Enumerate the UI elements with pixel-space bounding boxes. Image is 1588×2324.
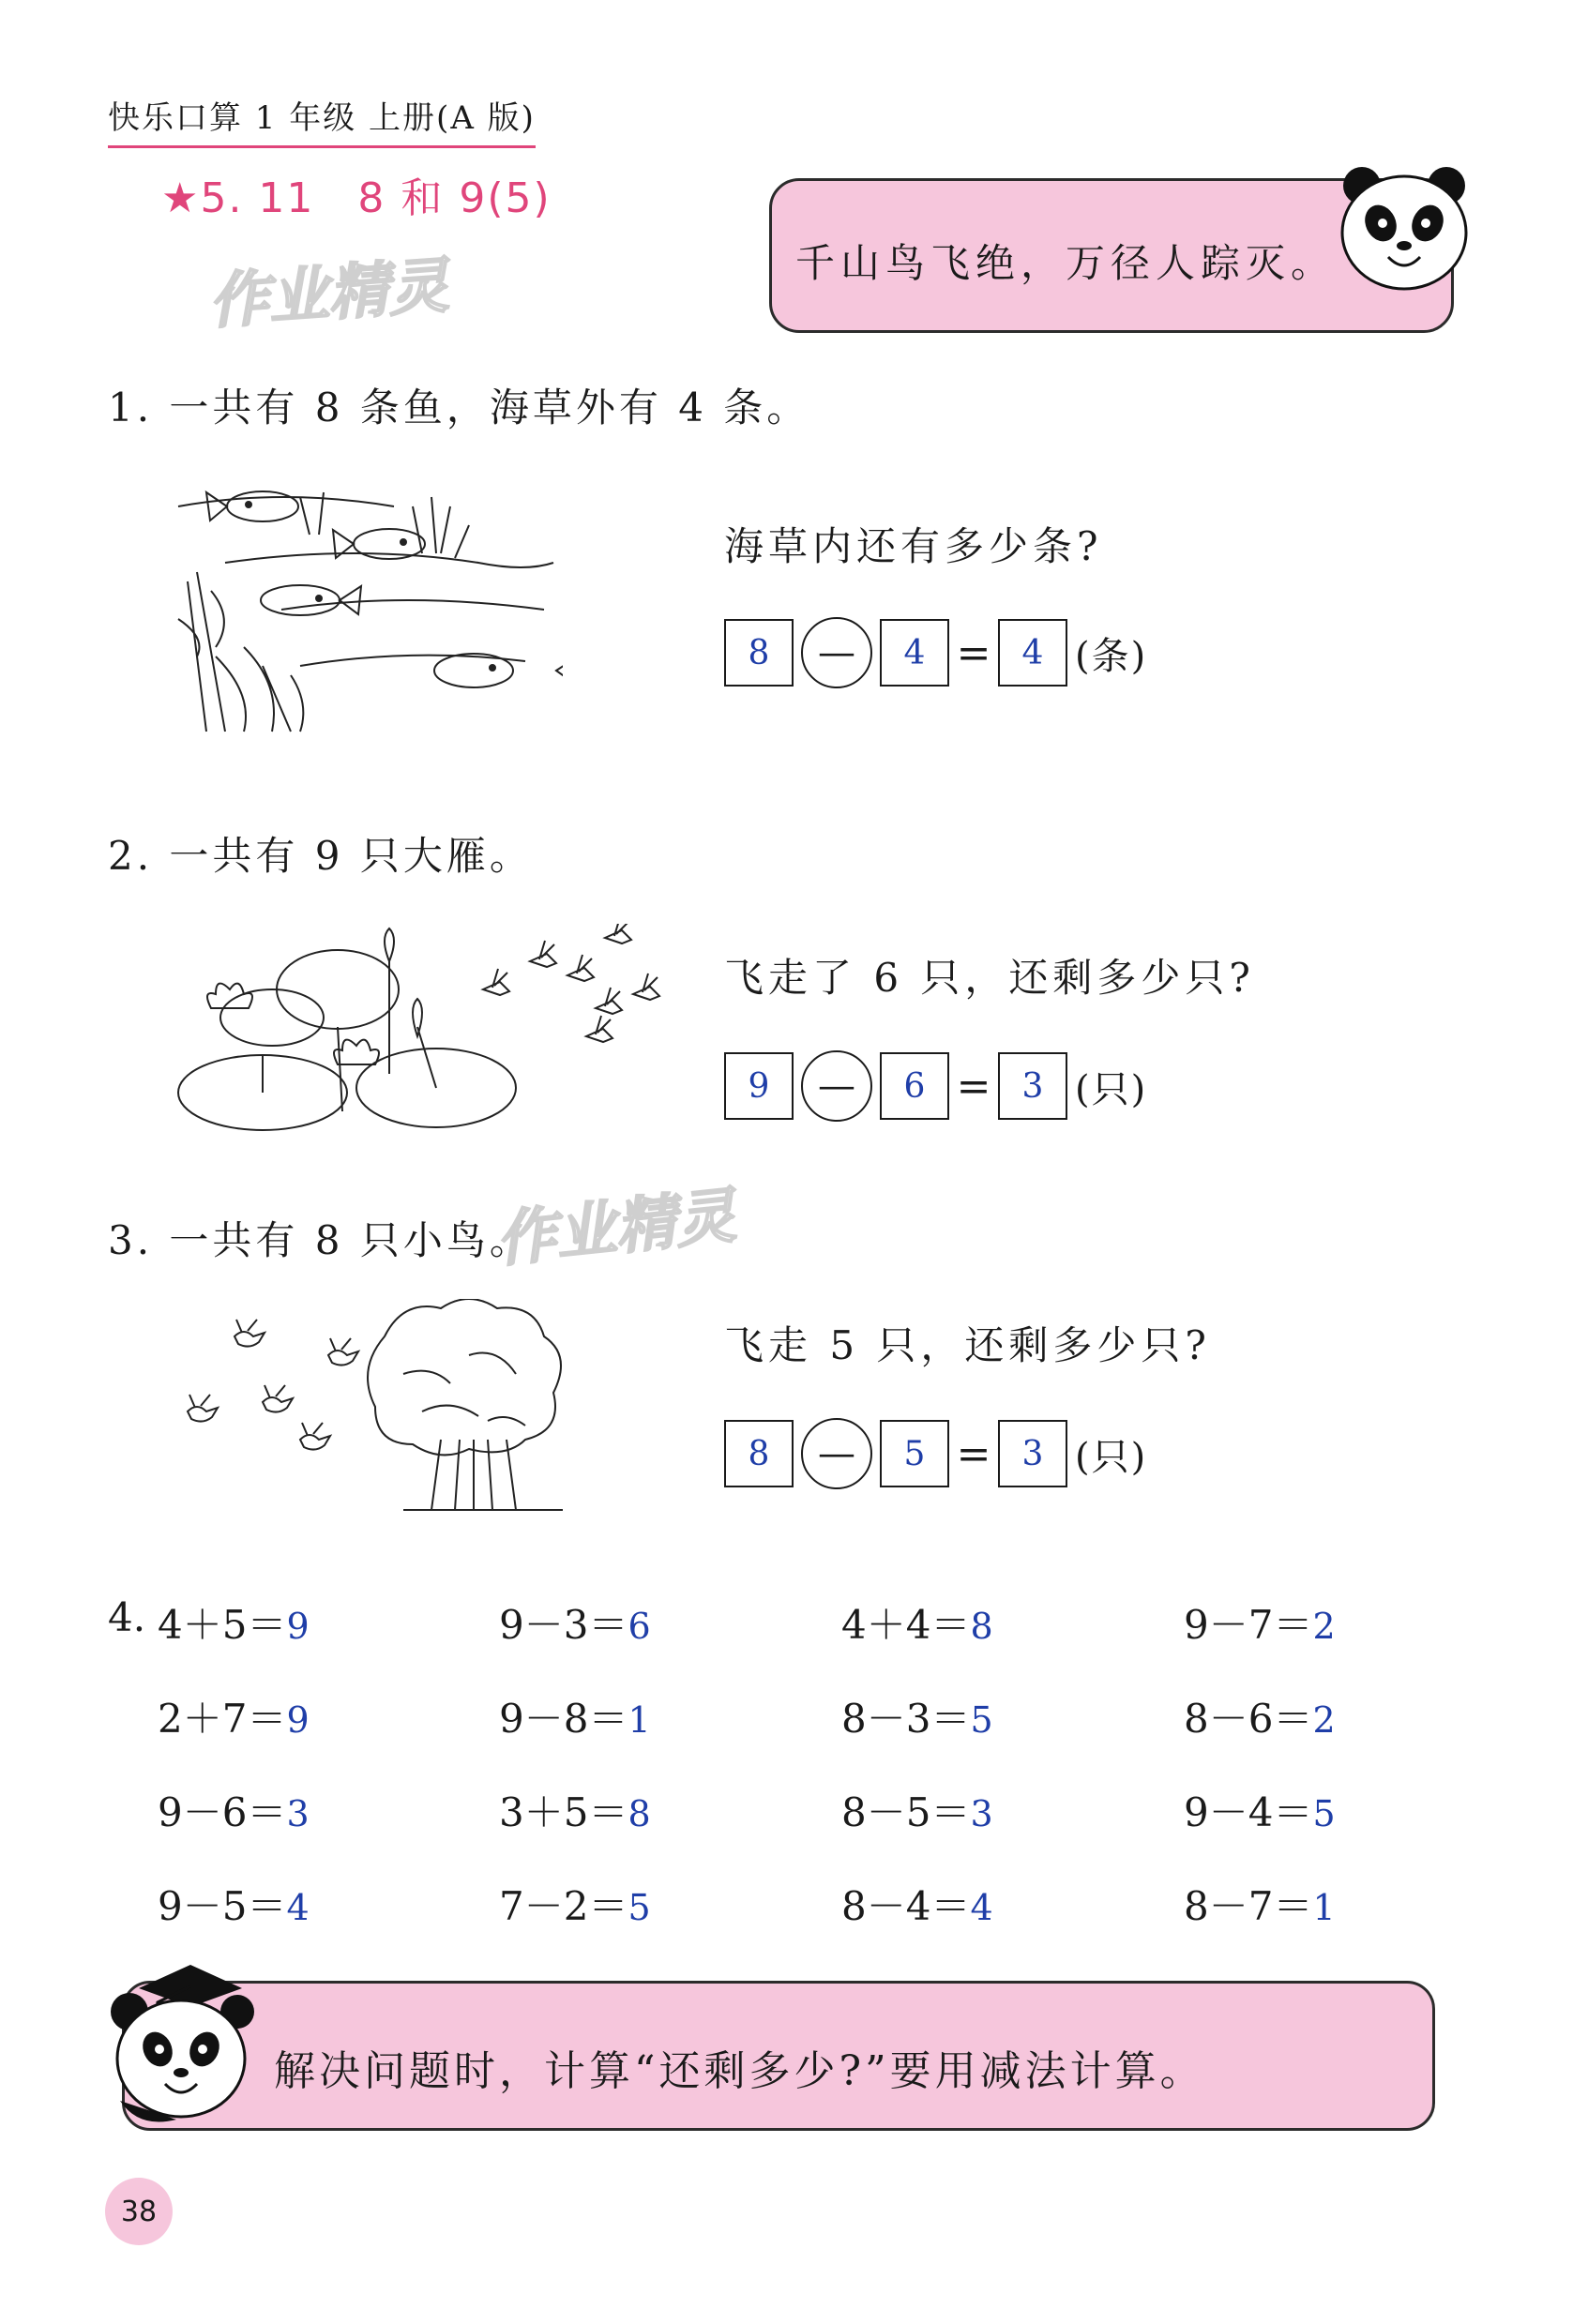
calc-item: 9－6＝3 — [158, 1789, 310, 1835]
calc-item: 8－7＝1 — [1184, 1883, 1336, 1929]
calc-item: 9－7＝2 — [1184, 1602, 1336, 1648]
lesson-title: ★5. 11 8 和 9(5) — [161, 174, 552, 222]
calc-item: 2＋7＝9 — [158, 1696, 310, 1742]
operator-circle[interactable]: — — [801, 1418, 872, 1489]
unit-label: (只) — [1075, 1067, 1148, 1111]
calc-item: 8－3＝5 — [841, 1696, 993, 1742]
calc-answer[interactable]: 4 — [286, 1887, 310, 1928]
fish-seaweed-illustration — [169, 469, 563, 741]
calc-answer[interactable]: 5 — [1312, 1793, 1336, 1834]
question-2-heading: 2. 一共有 9 只大雁。 — [108, 833, 533, 879]
calc-item: 9－8＝1 — [499, 1696, 651, 1742]
question-1-equation — [724, 617, 1147, 688]
unit-label: (只) — [1075, 1435, 1148, 1479]
page-number: 38 — [105, 2178, 173, 2245]
equals-sign: = — [956, 1062, 991, 1110]
answer-box[interactable]: 9 — [724, 1052, 794, 1120]
answer-box[interactable]: 4 — [998, 619, 1067, 687]
question-3-equation — [724, 1418, 1147, 1489]
answer-box[interactable]: 6 — [880, 1052, 949, 1120]
answer-box[interactable]: 4 — [880, 619, 949, 687]
section-4-label: 4. — [108, 1594, 146, 1640]
calc-answer[interactable]: 9 — [286, 1699, 310, 1741]
answer-box[interactable]: 8 — [724, 619, 794, 687]
calc-answer[interactable]: 1 — [628, 1699, 651, 1741]
calc-answer[interactable]: 5 — [970, 1699, 993, 1741]
question-3-heading: 3. 一共有 8 只小鸟。 — [108, 1217, 533, 1263]
calc-item: 9－5＝4 — [158, 1883, 310, 1929]
book-title: 快乐口算 1 年级 上册(A 版) — [108, 92, 536, 148]
lotus-geese-illustration — [174, 924, 680, 1149]
calc-answer[interactable]: 8 — [970, 1606, 993, 1647]
operator-circle[interactable]: — — [801, 617, 872, 688]
panda-icon — [1334, 165, 1475, 296]
watermark: 作业精灵 — [206, 251, 451, 338]
panda-graduate-icon — [101, 1960, 261, 2129]
calc-item: 7－2＝5 — [499, 1883, 651, 1929]
calc-item: 8－5＝3 — [841, 1789, 993, 1835]
calc-item: 4＋4＝8 — [841, 1602, 993, 1648]
calc-item: 3＋5＝8 — [499, 1789, 651, 1835]
poem-text: 千山鸟飞绝，万径人踪灭。 — [795, 240, 1337, 286]
calc-item: 4＋5＝9 — [158, 1602, 310, 1648]
question-1-prompt: 海草内还有多少条? — [724, 523, 1103, 569]
calc-answer[interactable]: 5 — [628, 1887, 651, 1928]
question-2-equation — [724, 1050, 1147, 1122]
answer-box[interactable]: 3 — [998, 1420, 1067, 1487]
calc-answer[interactable]: 6 — [628, 1606, 651, 1647]
equals-sign: = — [956, 1429, 991, 1478]
question-2-prompt: 飞走了 6 只，还剩多少只? — [724, 955, 1255, 1001]
calc-answer[interactable]: 2 — [1312, 1606, 1336, 1647]
answer-box[interactable]: 5 — [880, 1420, 949, 1487]
answer-box[interactable]: 8 — [724, 1420, 794, 1487]
equals-sign: = — [956, 628, 991, 677]
calc-item: 9－3＝6 — [499, 1602, 651, 1648]
birds-tree-illustration — [169, 1299, 628, 1515]
unit-label: (条) — [1075, 634, 1148, 678]
answer-box[interactable]: 3 — [998, 1052, 1067, 1120]
question-3-prompt: 飞走 5 只，还剩多少只? — [724, 1322, 1211, 1368]
watermark: 作业精灵 — [492, 1181, 739, 1276]
operator-circle[interactable]: — — [801, 1050, 872, 1122]
calc-answer[interactable]: 3 — [286, 1793, 310, 1834]
tip-text: 解决问题时，计算“还剩多少?”要用减法计算。 — [274, 2047, 1205, 2095]
calc-answer[interactable]: 9 — [286, 1606, 310, 1647]
calc-item: 9－4＝5 — [1184, 1789, 1336, 1835]
calc-answer[interactable]: 1 — [1312, 1887, 1336, 1928]
calc-answer[interactable]: 3 — [970, 1793, 993, 1834]
question-1-heading: 1. 一共有 8 条鱼，海草外有 4 条。 — [108, 385, 810, 430]
calc-item: 8－4＝4 — [841, 1883, 993, 1929]
calc-answer[interactable]: 4 — [970, 1887, 993, 1928]
calc-item: 8－6＝2 — [1184, 1696, 1336, 1742]
calc-answer[interactable]: 8 — [628, 1793, 651, 1834]
calc-answer[interactable]: 2 — [1312, 1699, 1336, 1741]
